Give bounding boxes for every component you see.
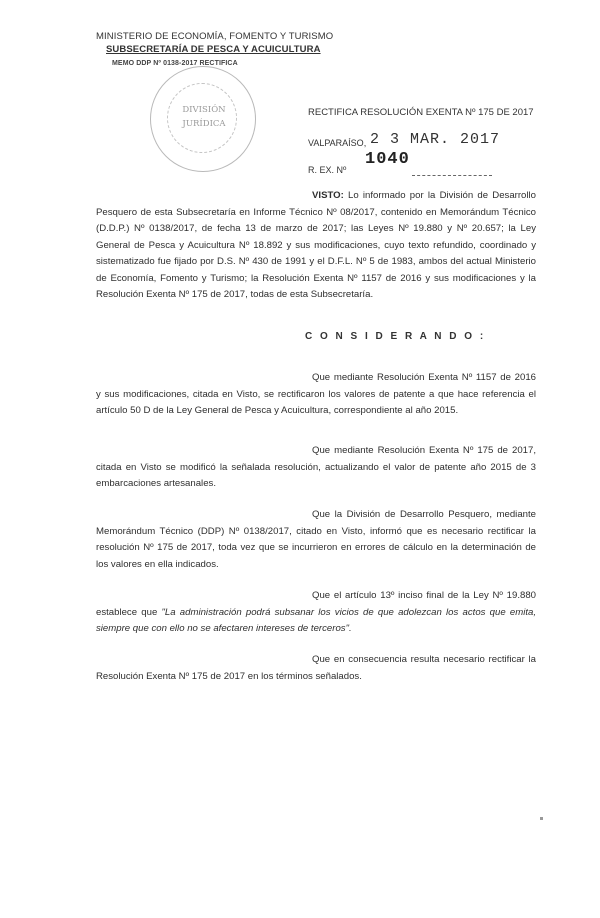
ministry-name: MINISTERIO DE ECONOMÍA, FOMENTO Y TURISMO [96,31,334,42]
considerando-paragraph-3: Que la División de Desarrollo Pesquero, mediante Memorándum Técnico (DDP) Nº 0138/2017, citado en Visto, informó que es necesario rectificar la resolución Nº 175 de 2017, toda vez que se incurrieron en errores de cálculo en la determinación de los valores en ella indicados. [96,509,536,570]
date-label: VALPARAÍSO, [308,138,367,148]
considerando-heading: C O N S I D E R A N D O : [305,331,486,342]
date-stamp: 2 3 MAR. 2017 [370,131,501,148]
resolution-underline [412,175,492,176]
memo-reference: MEMO DDP Nº 0138-2017 RECTIFICA [112,60,238,67]
subsecretaria-name: SUBSECRETARÍA DE PESCA Y ACUICULTURA [106,44,321,55]
seal-line-1: DIVISIÓN [182,105,226,115]
considerando-paragraph-1: Que mediante Resolución Exenta Nº 1157 de 2016 y sus modificaciones, citada en Visto, se rectificaron los valores de patente a que hace referencia el artículo 50 D de la Ley General de Pesca y Acuicultura, correspondiente al año 2015. [96,372,536,416]
seal-inner-ring [167,83,237,153]
visto-text: Lo informado por la División de Desarrollo Pesquero de esta Subsecretaría en Informe Técnico Nº 08/2017, contenido en Memorándum Técnico (D.D.P.) Nº 0138/2017, de fecha 13 de marzo de 2017; las Leyes Nº 19.880 y Nº 20.657; la Ley General de Pesca y Acuicultura Nº 18.892 y sus modificaciones, cuyo texto refundido, coordinado y sistematizado fue fijado por D.S. Nº 430 de 1991 y el D.F.L. Nº 5 de 1983, ambos del actual Ministerio de Economía, Fomento y Turismo; la Resolución Exenta Nº 1157 de 2016 y sus modificaciones y la Resolución Exenta Nº 175 de 2017, todas de esta Subsecretaría. [96,190,536,300]
official-seal [150,66,256,172]
considerando-paragraph-2: Que mediante Resolución Exenta Nº 175 de 2017, citada en Visto se modificó la señalada resolución, actualizando el valor de patente año 2015 de 3 embarcaciones artesanales. [96,445,536,489]
visto-paragraph [96,188,536,304]
considerando-p4-lead: Que el artículo 13º inciso final de la Ley Nº 19.880 establece que [96,590,536,618]
scan-mark [540,817,543,820]
resolution-number: 1040 [365,150,410,169]
resolution-label: R. EX. Nº [308,165,347,175]
visto-heading: VISTO: [312,190,344,201]
seal-line-2: JURÍDICA [182,119,226,129]
considerando-paragraph-4 [96,588,536,638]
document-subject: RECTIFICA RESOLUCIÓN EXENTA Nº 175 DE 2017 [308,107,534,118]
considerando-p4-quote: "La administración podrá subsanar los vicios de que adolezcan los actos que emita, siempre que con ello no se afectaren intereses de terceros". [96,606,537,634]
considerando-paragraph-5: Que en consecuencia resulta necesario rectificar la Resolución Exenta Nº 175 de 2017 en los términos señalados. [96,654,536,682]
